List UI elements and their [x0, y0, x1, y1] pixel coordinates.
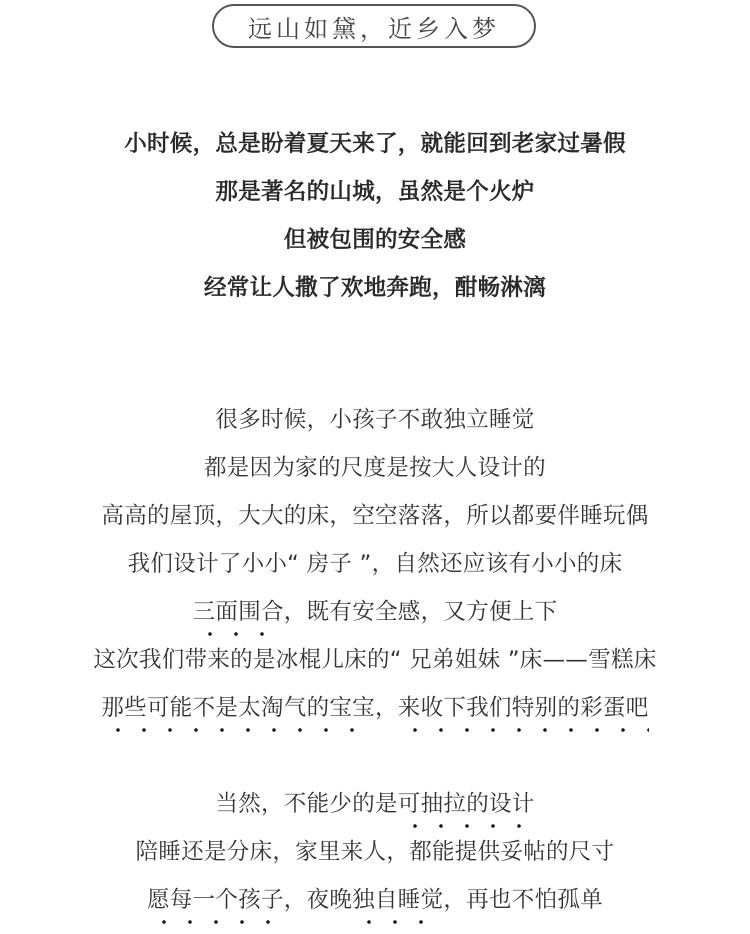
- plain-text: ，夜晚: [283, 887, 353, 913]
- emphasized-text: 三面围合: [192, 599, 284, 625]
- paragraph-line: 我们设计了小小“ 房子 ”，自然还应该有小小的床: [127, 551, 623, 577]
- intro-line: 小时候，总是盼着夏天来了，就能回到老家过暑假: [124, 131, 626, 157]
- paragraph-line: 都是因为家的尺度是按大人设计的: [203, 455, 546, 481]
- paragraph-line: [0, 885, 750, 915]
- paragraph-line: 很多时候，小孩子不敢独立睡觉: [215, 407, 535, 433]
- emphasized-text: 独自睡觉: [352, 887, 444, 913]
- plain-text: ，: [374, 695, 398, 721]
- plain-text: 当然，不能少的是: [215, 791, 398, 817]
- emphasized-text: 来收下我们特别的彩蛋吧: [397, 695, 649, 721]
- paragraph-line: [0, 789, 750, 819]
- emphasized-text: 可抽拉的设计: [397, 791, 535, 817]
- emphasized-text: 那些可能不是太淘气的宝宝: [101, 695, 375, 721]
- plain-text: ，既有安全感，又方便上下: [283, 599, 558, 625]
- paragraph-line: 高高的屋顶，大大的床，空空落落，所以都要伴睡玩偶: [101, 503, 649, 529]
- emphasized-text: 愿每一个孩子: [146, 887, 284, 913]
- paragraph-line: [0, 597, 750, 627]
- intro-line: 但被包围的安全感: [283, 227, 467, 253]
- plain-text: ，再也不怕孤单: [443, 887, 604, 913]
- intro-line: 经常让人撒了欢地奔跑，酣畅淋漓: [203, 275, 546, 301]
- title-banner: [212, 4, 536, 48]
- highlight-text: 雪糕床: [588, 647, 657, 673]
- intro-line: 那是著名的山城，虽然是个火炉: [215, 179, 535, 205]
- paragraph-line: 陪睡还是分床，家里来人，都能提供妥帖的尺寸: [135, 839, 615, 865]
- page-title: 远山如黛，近乡入梦: [248, 14, 500, 43]
- paragraph-line: [0, 693, 750, 723]
- paragraph-line: [0, 645, 750, 675]
- plain-text: 这次我们带来的是冰棍儿床的“ 兄弟姐妹 ”床——: [93, 647, 589, 673]
